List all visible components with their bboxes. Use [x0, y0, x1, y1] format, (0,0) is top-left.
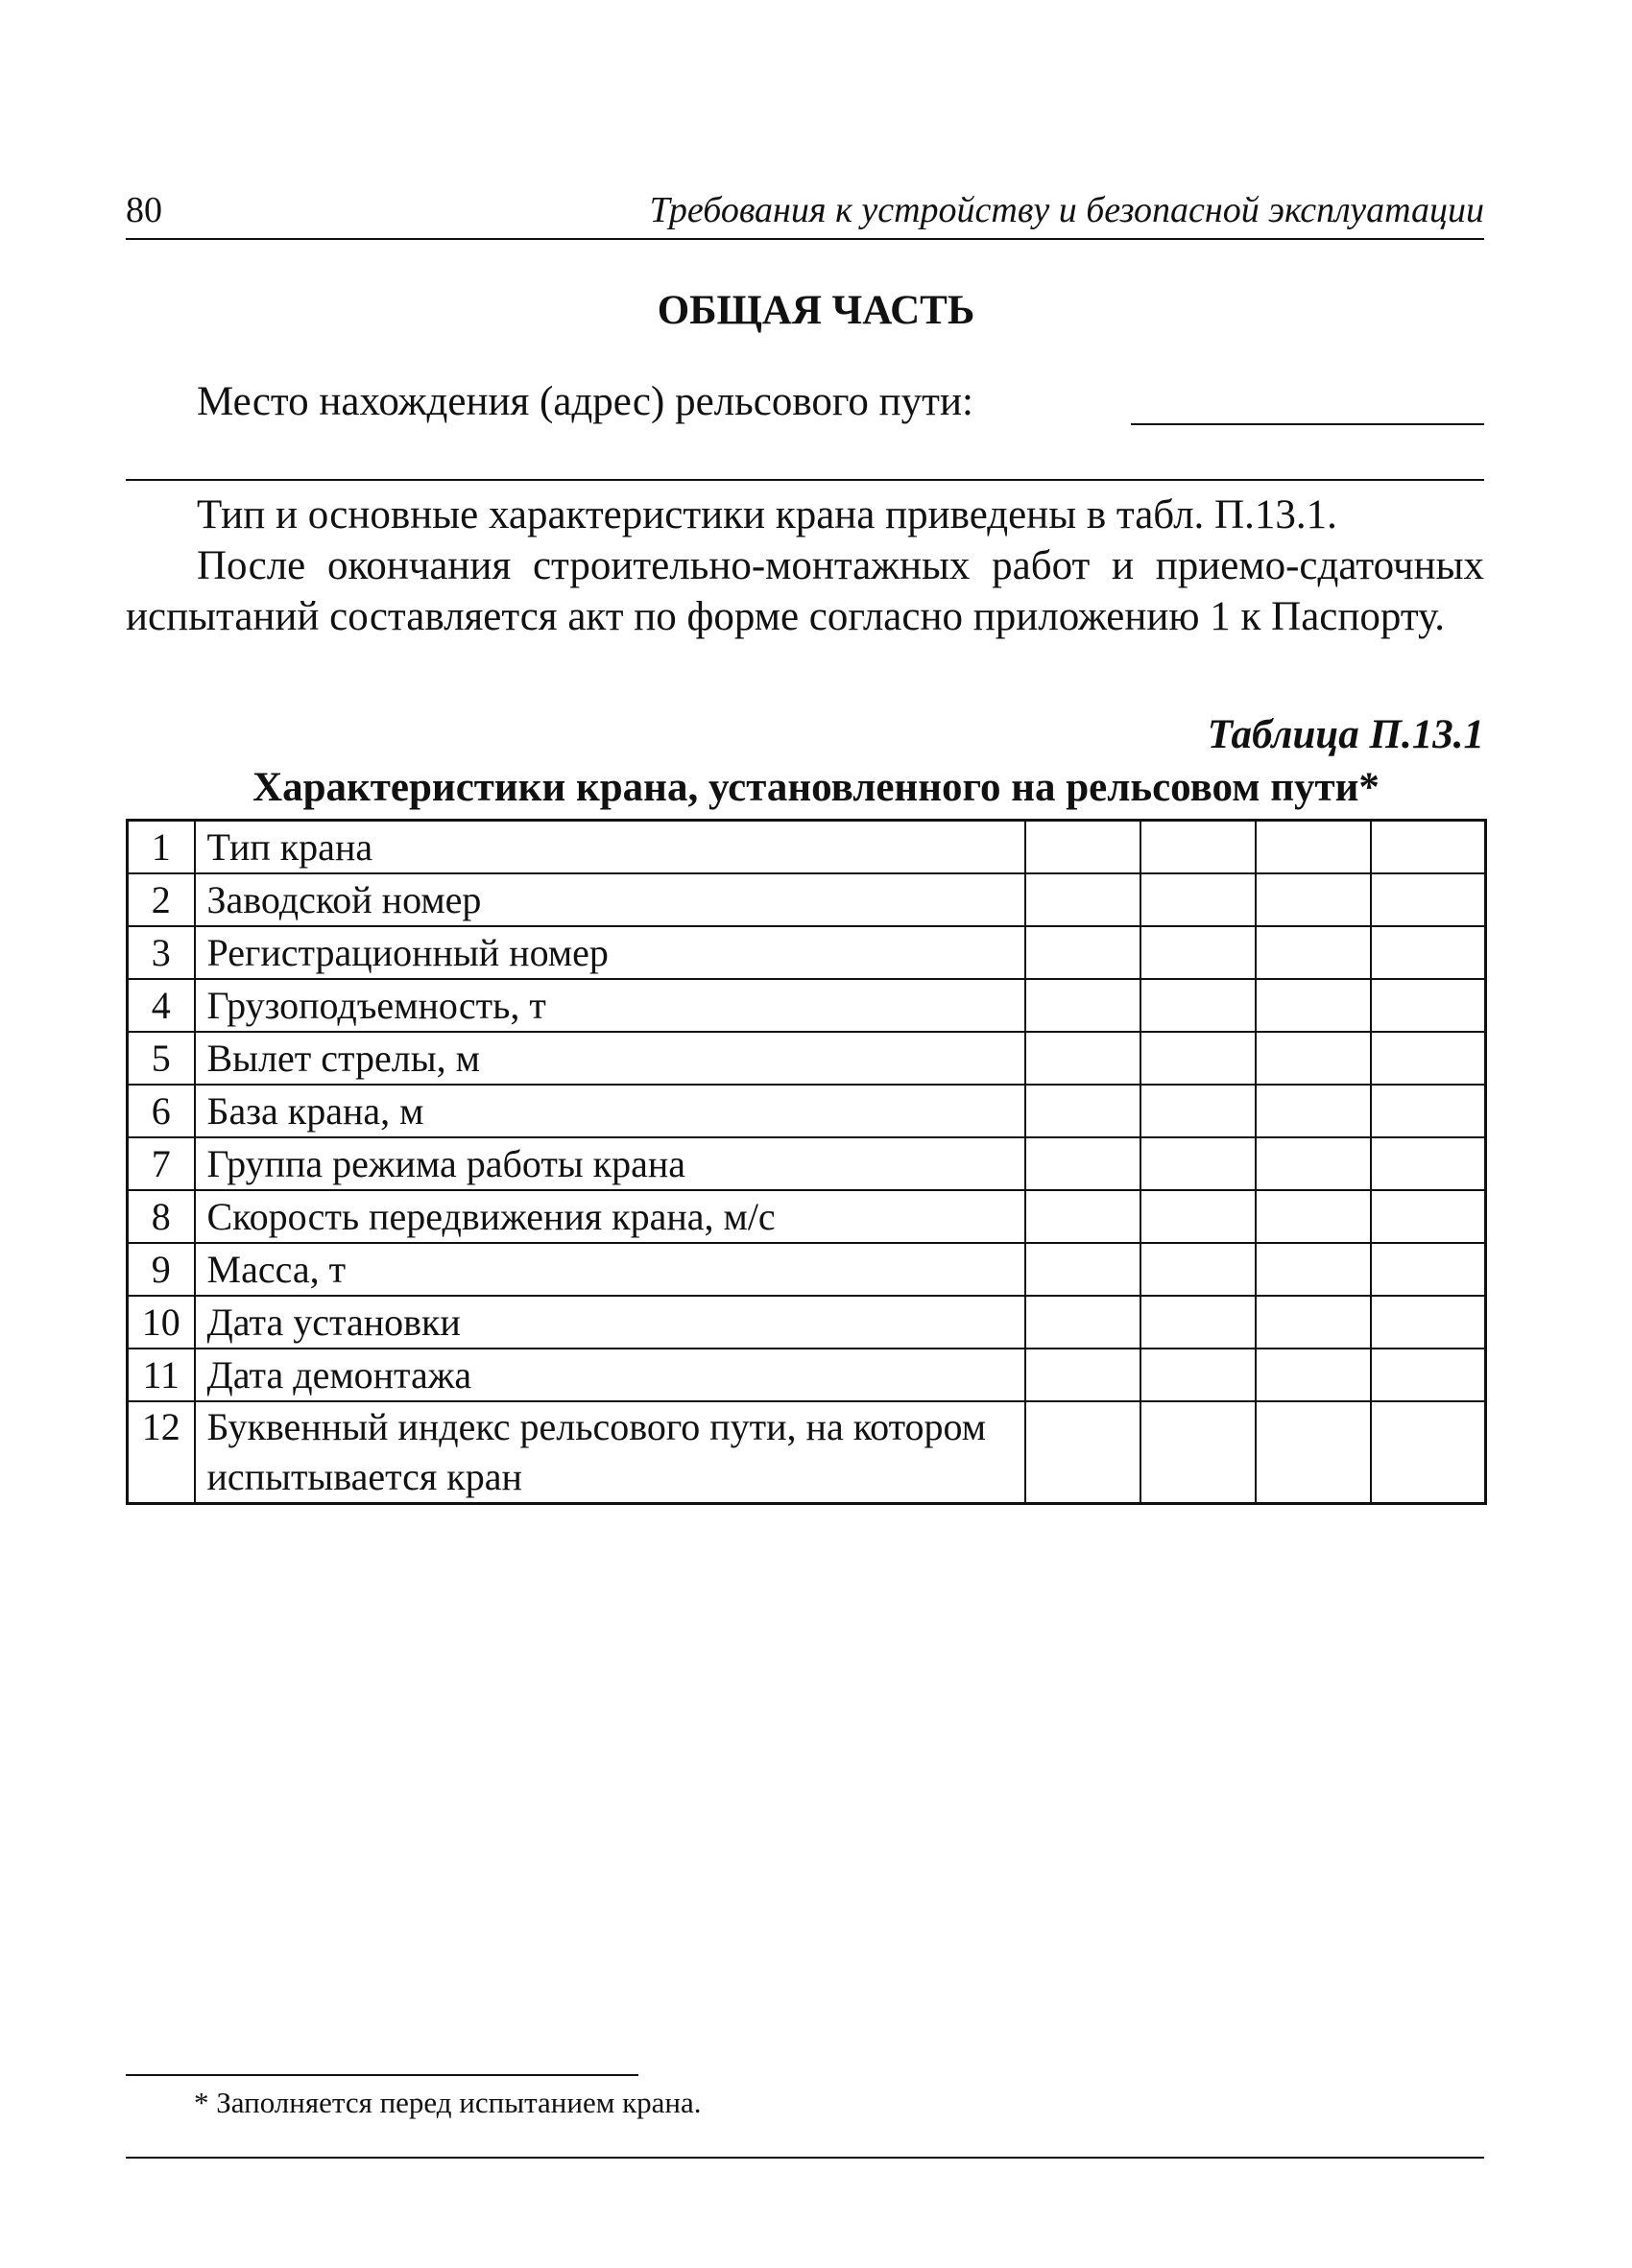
row-number: 12 [128, 1401, 195, 1504]
table-row [128, 1401, 1486, 1504]
section-heading: ОБЩАЯ ЧАСТЬ [657, 288, 975, 333]
value-cell[interactable] [1140, 821, 1256, 874]
table-row [128, 1137, 1486, 1190]
row-label: Масса, т [195, 1243, 1025, 1296]
table-row [128, 873, 1486, 926]
value-cell[interactable] [1140, 1190, 1256, 1243]
table-row [128, 1243, 1486, 1296]
row-number: 5 [128, 1032, 195, 1085]
table-row [128, 821, 1486, 874]
row-number: 1 [128, 821, 195, 874]
address-blank-line-2 [126, 479, 1484, 481]
value-cell[interactable] [1025, 1401, 1140, 1504]
row-number: 3 [128, 926, 195, 979]
row-label: Тип крана [195, 821, 1025, 874]
value-cell[interactable] [1025, 926, 1140, 979]
value-cell[interactable] [1140, 1296, 1256, 1349]
row-label: Группа режима работы крана [195, 1137, 1025, 1190]
table-row [128, 979, 1486, 1032]
value-cell[interactable] [1256, 821, 1371, 874]
value-cell[interactable] [1140, 1349, 1256, 1401]
value-cell[interactable] [1371, 873, 1486, 926]
row-number: 2 [128, 873, 195, 926]
value-cell[interactable] [1025, 873, 1140, 926]
row-label: Дата демонтажа [195, 1349, 1025, 1401]
value-cell[interactable] [1025, 1085, 1140, 1137]
value-cell[interactable] [1256, 926, 1371, 979]
value-cell[interactable] [1371, 926, 1486, 979]
row-number: 6 [128, 1085, 195, 1137]
table-row [128, 1296, 1486, 1349]
value-cell[interactable] [1256, 1296, 1371, 1349]
value-cell[interactable] [1140, 1401, 1256, 1504]
row-label: База крана, м [195, 1085, 1025, 1137]
value-cell[interactable] [1140, 1085, 1256, 1137]
table-row [128, 1032, 1486, 1085]
row-label: Заводской номер [195, 873, 1025, 926]
value-cell[interactable] [1256, 1349, 1371, 1401]
paragraph-acceptance: После окончания строительно-монтажных работ и приемо-сдаточных испытаний составляется акт по форме согласно приложению 1 к Паспорту. [126, 543, 1484, 639]
row-number: 9 [128, 1243, 195, 1296]
value-cell[interactable] [1256, 1137, 1371, 1190]
row-number: 8 [128, 1190, 195, 1243]
value-cell[interactable] [1371, 1349, 1486, 1401]
value-cell[interactable] [1140, 873, 1256, 926]
row-label: Скорость передвижения крана, м/с [195, 1190, 1025, 1243]
value-cell[interactable] [1256, 1085, 1371, 1137]
table-row [128, 1349, 1486, 1401]
value-cell[interactable] [1025, 1137, 1140, 1190]
paragraph-crane-type: Тип и основные характеристики крана приведены в табл. П.13.1. [197, 492, 1337, 537]
row-number: 11 [128, 1349, 195, 1401]
value-cell[interactable] [1371, 1032, 1486, 1085]
value-cell[interactable] [1025, 1190, 1140, 1243]
header-divider [126, 238, 1484, 240]
value-cell[interactable] [1256, 1190, 1371, 1243]
value-cell[interactable] [1256, 1401, 1371, 1504]
table-number: Таблица П.13.1 [1207, 712, 1484, 757]
value-cell[interactable] [1025, 1296, 1140, 1349]
footnote-divider [126, 2074, 638, 2076]
value-cell[interactable] [1025, 1032, 1140, 1085]
value-cell[interactable] [1371, 1401, 1486, 1504]
row-label: Буквенный индекс рельсового пути, на котором испытывается кран [195, 1401, 1025, 1504]
page-number: 80 [126, 190, 162, 230]
table-row [128, 1085, 1486, 1137]
value-cell[interactable] [1256, 873, 1371, 926]
value-cell[interactable] [1371, 1243, 1486, 1296]
value-cell[interactable] [1140, 1243, 1256, 1296]
crane-spec-table [126, 819, 1487, 1505]
value-cell[interactable] [1025, 979, 1140, 1032]
row-label: Вылет стрелы, м [195, 1032, 1025, 1085]
value-cell[interactable] [1371, 1190, 1486, 1243]
row-number: 7 [128, 1137, 195, 1190]
address-label: Место нахождения (адрес) рельсового пути: [197, 379, 973, 424]
value-cell[interactable] [1025, 1349, 1140, 1401]
value-cell[interactable] [1256, 1243, 1371, 1296]
table-caption: Характеристики крана, установленного на рельсовом пути* [252, 765, 1380, 810]
value-cell[interactable] [1140, 926, 1256, 979]
value-cell[interactable] [1140, 979, 1256, 1032]
row-label: Грузоподъемность, т [195, 979, 1025, 1032]
value-cell[interactable] [1140, 1032, 1256, 1085]
value-cell[interactable] [1256, 979, 1371, 1032]
value-cell[interactable] [1371, 1137, 1486, 1190]
value-cell[interactable] [1256, 1032, 1371, 1085]
value-cell[interactable] [1025, 821, 1140, 874]
address-blank-line [1131, 423, 1484, 425]
value-cell[interactable] [1371, 821, 1486, 874]
value-cell[interactable] [1025, 1243, 1140, 1296]
row-number: 4 [128, 979, 195, 1032]
row-label: Дата установки [195, 1296, 1025, 1349]
table-row [128, 926, 1486, 979]
value-cell[interactable] [1371, 1296, 1486, 1349]
running-title: Требования к устройству и безопасной эксплуатации [649, 190, 1484, 230]
value-cell[interactable] [1140, 1137, 1256, 1190]
value-cell[interactable] [1371, 1085, 1486, 1137]
footnote: * Заполняется перед испытанием крана. [194, 2086, 702, 2119]
bottom-divider [126, 2157, 1484, 2159]
row-label: Регистрационный номер [195, 926, 1025, 979]
value-cell[interactable] [1371, 979, 1486, 1032]
row-number: 10 [128, 1296, 195, 1349]
table-row [128, 1190, 1486, 1243]
